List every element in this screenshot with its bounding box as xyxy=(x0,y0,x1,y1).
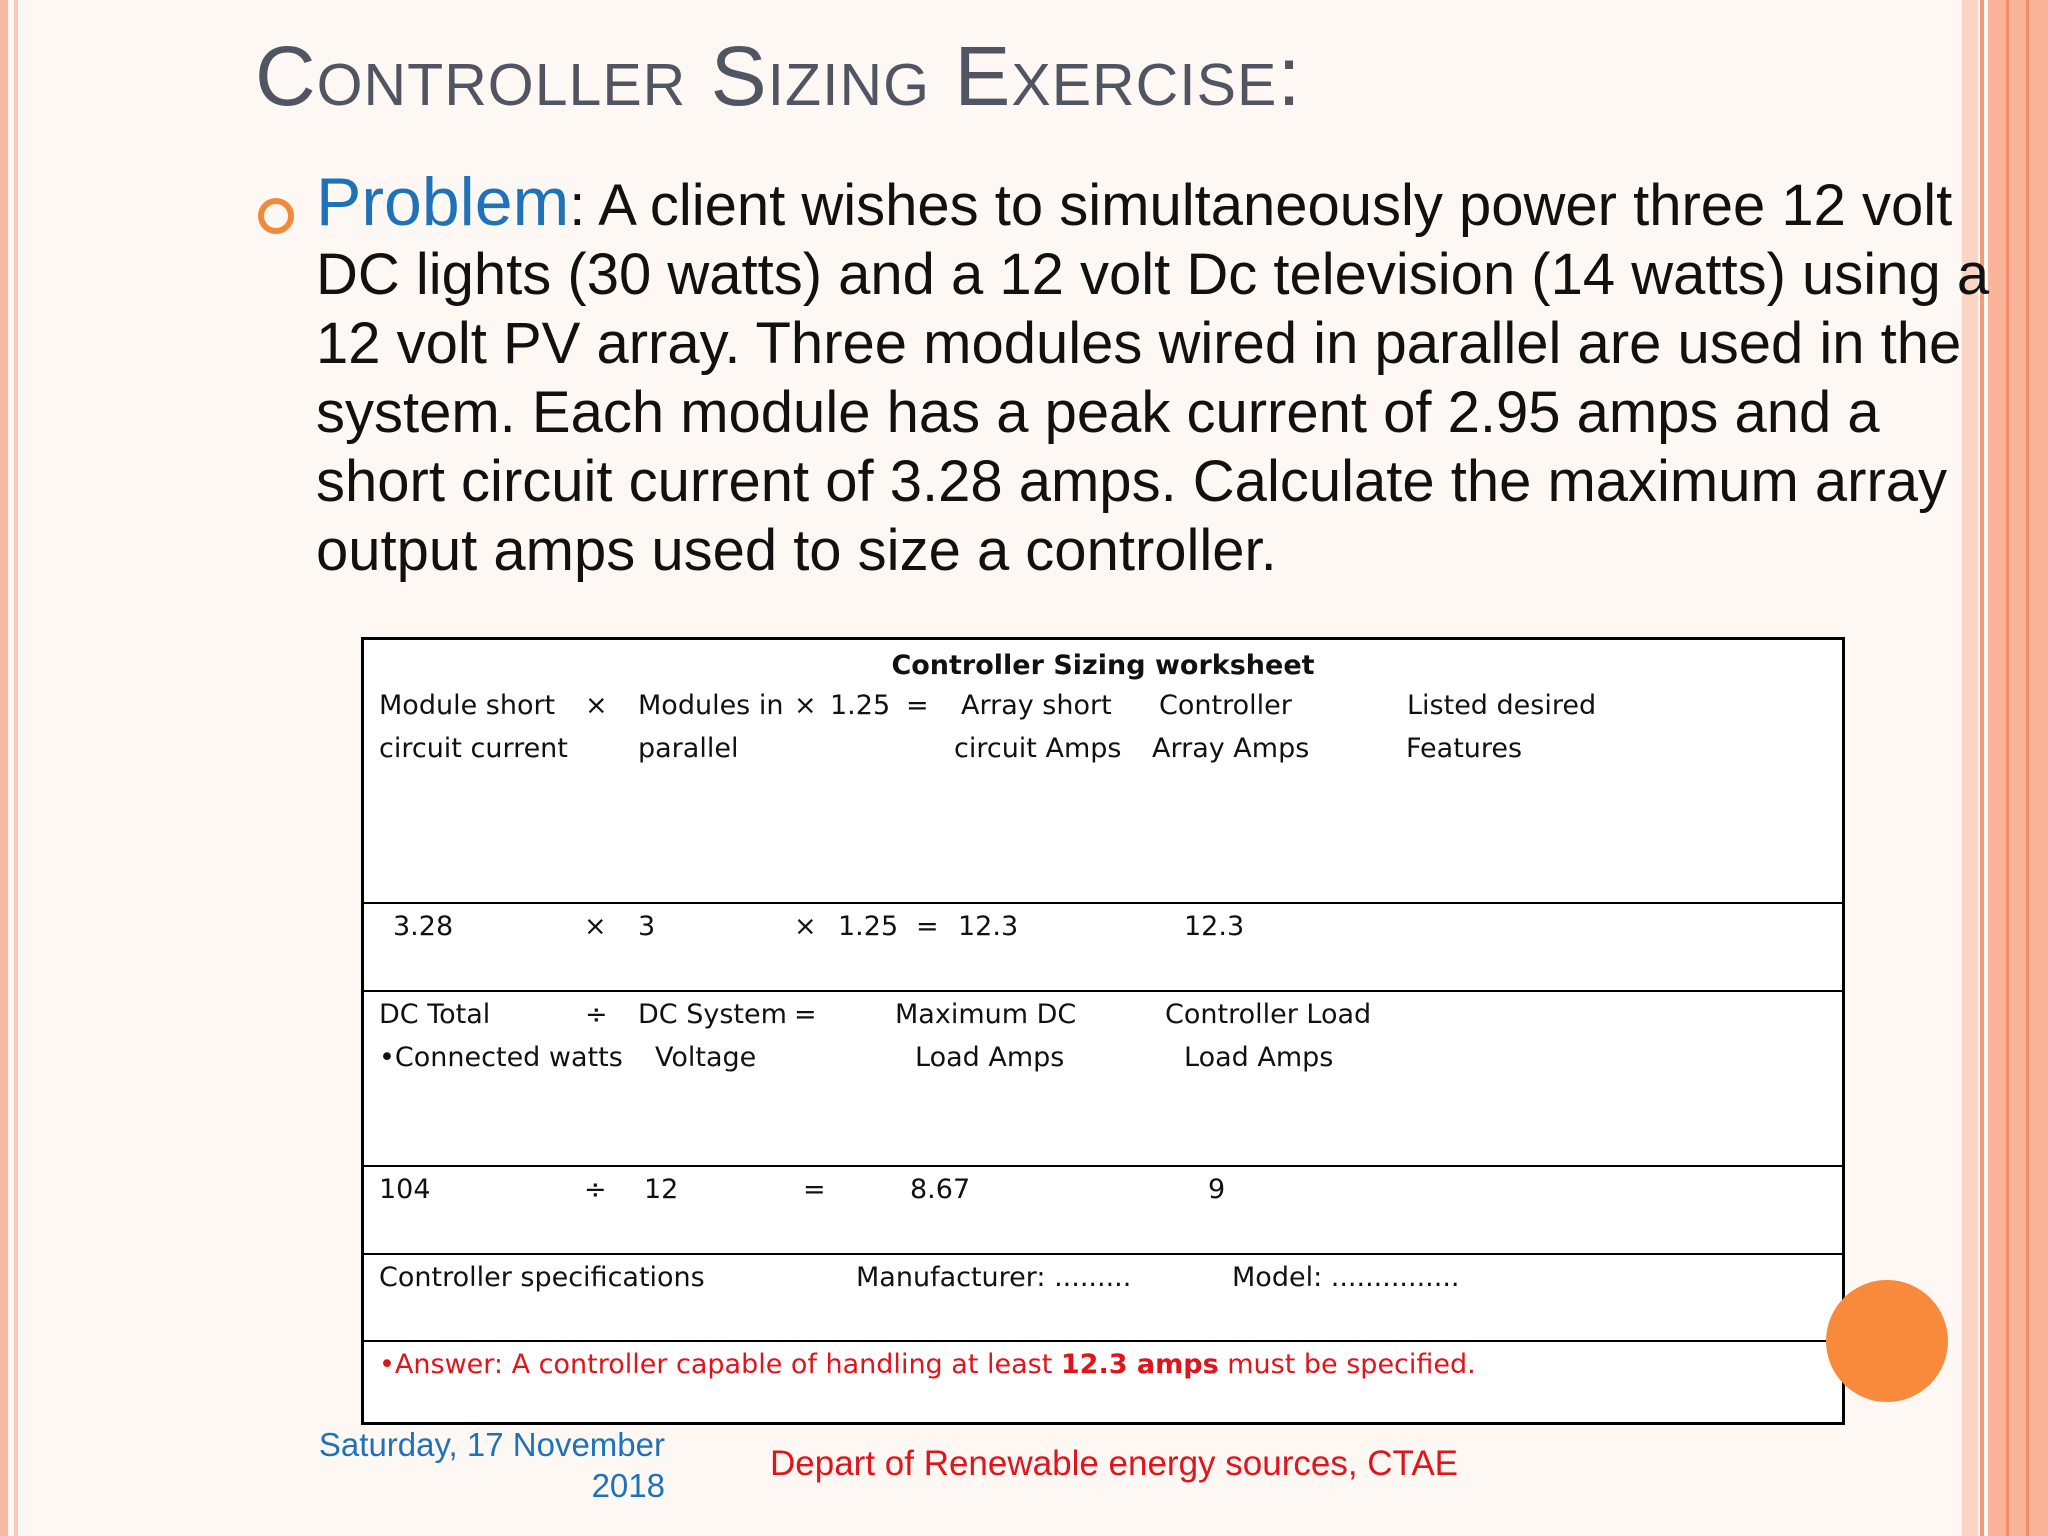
row-divider xyxy=(364,1253,1842,1255)
module-short-label-line2: circuit current xyxy=(379,733,568,764)
model-field: Model: ............... xyxy=(1232,1262,1460,1293)
listed-features-label-line2: Features xyxy=(1406,733,1523,764)
footer-date-line2: 2018 xyxy=(591,1467,665,1504)
modules-in-parallel-label-line2: parallel xyxy=(638,733,739,764)
multiply-sign: × xyxy=(585,690,608,721)
footer-department: Depart of Renewable energy sources, CTAE xyxy=(770,1444,1459,1483)
problem-text: A client wishes to simultaneously power three 12 volt DC lights (30 watts) and a 12 volt Dc television (14 watts) using a 12 volt PV array. Three modules wired in parallel are used in the system. Each module has a peak current of 2.95 amps and a short circuit current of 3.28 amps. Calculate the maximum array output amps used to size a controller. xyxy=(316,173,1990,583)
problem-label: Problem xyxy=(316,164,570,240)
max-dc-label: Maximum DC xyxy=(895,999,1077,1030)
factor-value: 1.25 xyxy=(838,911,899,942)
controller-load-amps-value: 9 xyxy=(1208,1174,1226,1205)
footer-date xyxy=(290,1424,665,1506)
module-short-label: Module short xyxy=(379,690,556,721)
divide-sign: ÷ xyxy=(585,999,608,1030)
bullet-ring-icon xyxy=(258,198,294,234)
answer-suffix: must be specified. xyxy=(1218,1349,1476,1380)
answer-amps: 12.3 amps xyxy=(1060,1349,1219,1380)
orange-circle-decoration xyxy=(1826,1280,1948,1402)
modules-value: 3 xyxy=(638,911,656,942)
problem-paragraph xyxy=(316,164,2016,585)
row-divider xyxy=(364,1165,1842,1167)
controller-sizing-worksheet xyxy=(361,637,1845,1425)
controller-array-label: Controller xyxy=(1159,690,1292,721)
footer-date-line1: Saturday, 17 November xyxy=(318,1426,665,1463)
equals-sign: = xyxy=(906,690,929,721)
dc-system-label: DC System xyxy=(638,999,787,1030)
array-short-value: 12.3 xyxy=(958,911,1019,942)
dc-system-label-line2: Voltage xyxy=(655,1042,757,1073)
left-decor-stripe xyxy=(0,0,8,1536)
listed-features-label: Listed desired xyxy=(1407,690,1597,721)
equals-sign: = xyxy=(916,911,939,942)
controller-load-label-line2: Load Amps xyxy=(1184,1042,1334,1073)
multiply-sign: × xyxy=(794,911,817,942)
array-short-label: Array short xyxy=(961,690,1112,721)
multiply-sign: × xyxy=(794,690,817,721)
dc-total-label-line2: •Connected watts xyxy=(379,1042,623,1073)
max-dc-amps-value: 8.67 xyxy=(910,1174,971,1205)
problem-colon: : xyxy=(569,173,586,238)
isc-value: 3.28 xyxy=(393,911,454,942)
modules-in-parallel-label: Modules in xyxy=(638,690,784,721)
controller-array-label-line2: Array Amps xyxy=(1152,733,1310,764)
dc-watts-value: 104 xyxy=(379,1174,431,1205)
row-divider xyxy=(364,1340,1842,1342)
answer-text xyxy=(379,1343,1476,1386)
controller-specifications-label: Controller specifications xyxy=(379,1262,705,1293)
row-divider xyxy=(364,902,1842,904)
controller-load-label: Controller Load xyxy=(1165,999,1372,1030)
slide-title: Controller Sizing Exercise: xyxy=(255,29,1302,123)
controller-array-value: 12.3 xyxy=(1184,911,1245,942)
answer-prefix: •Answer: A controller capable of handling at least xyxy=(379,1349,1061,1380)
left-decor-stripe-thin xyxy=(14,0,18,1536)
factor-label: 1.25 xyxy=(830,690,891,721)
right-decor-line xyxy=(2026,0,2029,1536)
equals-sign: = xyxy=(803,1174,826,1205)
manufacturer-field: Manufacturer: ......... xyxy=(856,1262,1132,1293)
multiply-sign: × xyxy=(584,911,607,942)
dc-voltage-value: 12 xyxy=(644,1174,679,1205)
worksheet-title: Controller Sizing worksheet xyxy=(891,650,1315,681)
max-dc-label-line2: Load Amps xyxy=(915,1042,1065,1073)
array-short-label-line2: circuit Amps xyxy=(954,733,1122,764)
row-divider xyxy=(364,990,1842,992)
dc-total-label: DC Total xyxy=(379,999,491,1030)
equals-sign: = xyxy=(794,999,817,1030)
divide-sign: ÷ xyxy=(584,1174,607,1205)
